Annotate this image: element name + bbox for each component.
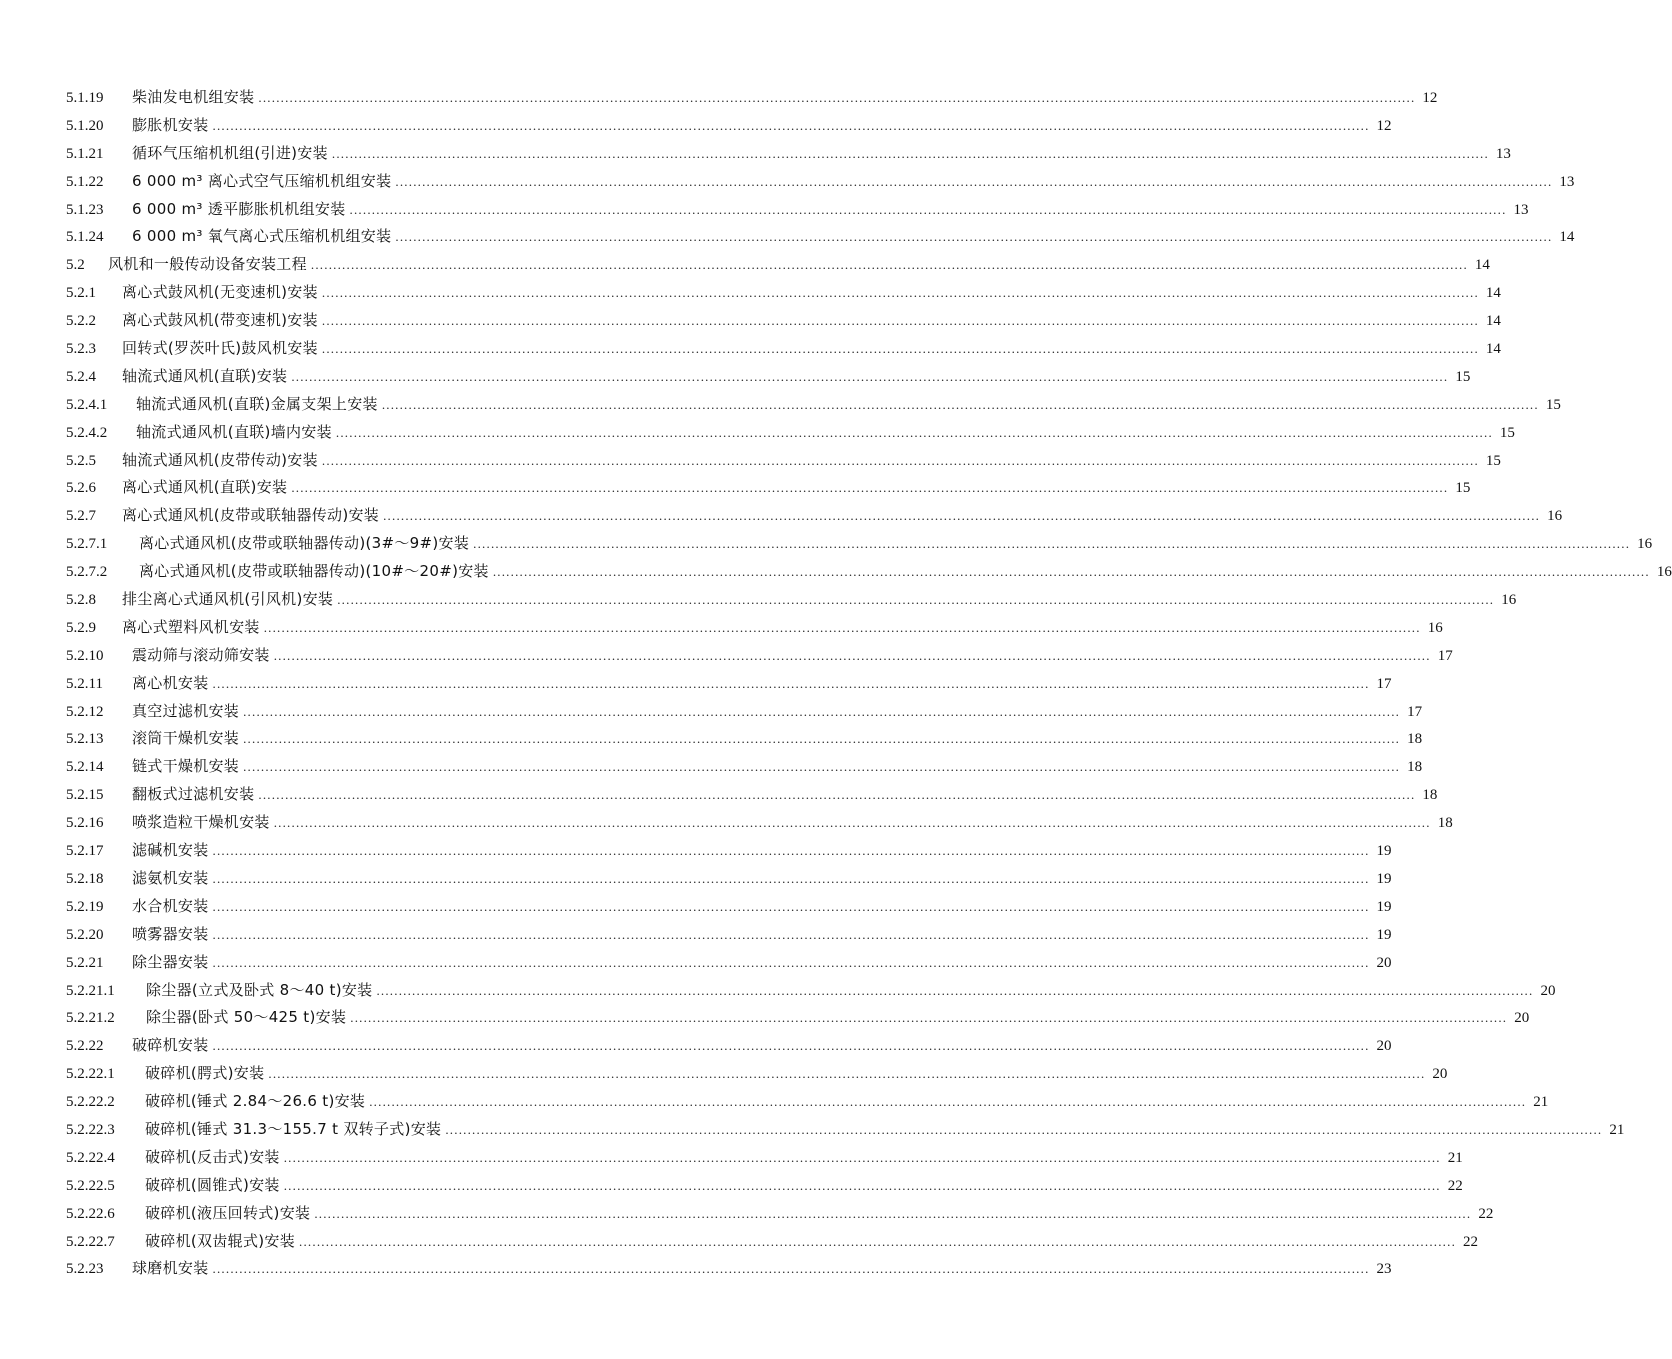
- toc-entry-page-number: 18: [1407, 759, 1423, 776]
- toc-entry-page-number: 21: [1447, 1149, 1463, 1166]
- toc-dot-leader: ....................................................................................................................................................................................................................................................................: [310, 257, 1468, 273]
- toc-dot-leader: ....................................................................................................................................................................................................................................................................: [243, 703, 1401, 719]
- toc-entry-number: 5.2.4.2: [66, 424, 108, 441]
- toc-dot-leader: ....................................................................................................................................................................................................................................................................: [321, 341, 1479, 357]
- toc-entry[interactable]: [66, 1088, 1549, 1116]
- toc-entry[interactable]: [66, 1144, 1463, 1172]
- toc-entry-page-number: 14: [1485, 341, 1501, 358]
- toc-entry-page-number: 23: [1376, 1261, 1392, 1278]
- toc-dot-leader: ....................................................................................................................................................................................................................................................................: [299, 1233, 1457, 1249]
- toc-dot-leader: ....................................................................................................................................................................................................................................................................: [258, 90, 1416, 105]
- toc-dot-leader: ....................................................................................................................................................................................................................................................................: [273, 647, 1431, 663]
- toc-entry-number: 5.2.6: [66, 480, 96, 497]
- toc-entry-page-number: 16: [1656, 564, 1672, 581]
- toc-entry-title: 6 000 m³ 离心式空气压缩机机组安装: [132, 171, 392, 190]
- toc-entry-title: 球磨机安装: [132, 1259, 209, 1278]
- toc-entry-title: 破碎机安装: [132, 1036, 209, 1055]
- toc-entry-number: 5.2.1: [66, 285, 96, 302]
- toc-entry-number: 5.2.22.4: [66, 1149, 115, 1166]
- toc-entry-page-number: 12: [1422, 90, 1438, 106]
- toc-entry-number: 5.2.8: [66, 592, 96, 609]
- toc-entry-number: 5.2.17: [66, 843, 104, 860]
- toc-entry[interactable]: [66, 112, 1392, 140]
- toc-entry-title: 离心式通风机(皮带或联轴器传动)(3#～9#)安装: [139, 534, 470, 553]
- toc-dot-leader: ....................................................................................................................................................................................................................................................................: [395, 229, 1553, 245]
- toc-entry-number: 5.1.23: [66, 201, 104, 218]
- toc-entry-title: 滤氨机安装: [132, 868, 209, 887]
- toc-entry-title: 喷雾器安装: [132, 924, 209, 943]
- toc-entry[interactable]: [66, 363, 1471, 391]
- toc-entry[interactable]: [66, 781, 1438, 809]
- toc-entry-page-number: 13: [1495, 145, 1511, 162]
- toc-entry[interactable]: [66, 1004, 1530, 1032]
- toc-entry-page-number: 16: [1427, 619, 1443, 636]
- toc-entry-page-number: 17: [1437, 647, 1453, 664]
- toc-dot-leader: ....................................................................................................................................................................................................................................................................: [321, 452, 1479, 468]
- toc-entry[interactable]: [66, 140, 1511, 168]
- toc-entry-page-number: 20: [1514, 1010, 1530, 1027]
- toc-dot-leader: ....................................................................................................................................................................................................................................................................: [369, 1094, 1527, 1110]
- toc-entry-page-number: 13: [1559, 173, 1575, 190]
- toc-entry-number: 5.2.12: [66, 703, 104, 720]
- toc-entry-page-number: 18: [1422, 787, 1438, 804]
- toc-entry-page-number: 20: [1376, 1038, 1392, 1055]
- toc-dot-leader: ....................................................................................................................................................................................................................................................................: [395, 173, 1553, 189]
- toc-entry-page-number: 19: [1376, 898, 1392, 915]
- toc-dot-leader: ....................................................................................................................................................................................................................................................................: [492, 564, 1650, 580]
- toc-entry-number: 5.2.19: [66, 898, 104, 915]
- toc-entry-number: 5.2.5: [66, 452, 96, 469]
- toc-entry-number: 5.1.24: [66, 229, 104, 246]
- toc-dot-leader: ....................................................................................................................................................................................................................................................................: [268, 1066, 1426, 1082]
- toc-entry-number: 5.2.4.1: [66, 396, 108, 413]
- toc-entry-page-number: 17: [1407, 703, 1423, 720]
- toc-dot-leader: ....................................................................................................................................................................................................................................................................: [243, 731, 1401, 747]
- toc-entry-number: 5.1.21: [66, 145, 104, 162]
- toc-entry-page-number: 21: [1609, 1121, 1625, 1138]
- toc-entry[interactable]: [66, 84, 1438, 112]
- toc-entry-title: 6 000 m³ 透平膨胀机机组安装: [132, 199, 346, 218]
- toc-entry[interactable]: [66, 642, 1453, 670]
- toc-entry-title: 滤碱机安装: [132, 841, 209, 860]
- toc-entry-number: 5.2: [66, 257, 85, 274]
- toc-entry-title: 链式干燥机安装: [132, 757, 240, 776]
- toc-entry-page-number: 13: [1513, 201, 1529, 218]
- toc-entry[interactable]: [66, 921, 1392, 949]
- toc-entry-title: 风机和一般传动设备安装工程: [108, 255, 307, 274]
- toc-entry-number: 5.2.15: [66, 787, 104, 804]
- toc-dot-leader: ....................................................................................................................................................................................................................................................................: [381, 396, 1539, 412]
- toc-entry-page-number: 19: [1376, 843, 1392, 860]
- toc-dot-leader: ....................................................................................................................................................................................................................................................................: [212, 1038, 1370, 1054]
- toc-entry-title: 破碎机(双齿辊式)安装: [145, 1231, 296, 1250]
- toc-dot-leader: ....................................................................................................................................................................................................................................................................: [321, 285, 1479, 301]
- toc-entry[interactable]: [66, 168, 1575, 196]
- toc-entry[interactable]: [66, 279, 1501, 307]
- toc-entry-page-number: 20: [1540, 982, 1556, 999]
- toc-entry-page-number: 20: [1376, 954, 1392, 971]
- toc-entry[interactable]: [66, 837, 1392, 865]
- toc-entry-page-number: 18: [1437, 815, 1453, 832]
- toc-entry[interactable]: [66, 725, 1423, 753]
- toc-entry[interactable]: [66, 865, 1392, 893]
- toc-entry[interactable]: [66, 419, 1515, 447]
- toc-entry-number: 5.2.7.2: [66, 564, 108, 581]
- toc-dot-leader: ....................................................................................................................................................................................................................................................................: [212, 870, 1370, 886]
- toc-entry-title: 轴流式通风机(皮带传动)安装: [122, 450, 318, 469]
- toc-entry-title: 轴流式通风机(直联)墙内安装: [136, 422, 332, 441]
- toc-entry-title: 离心式鼓风机(无变速机)安装: [122, 283, 318, 302]
- toc-dot-leader: ....................................................................................................................................................................................................................................................................: [243, 759, 1401, 775]
- toc-entry-number: 5.2.22.5: [66, 1177, 115, 1194]
- toc-entry[interactable]: [66, 391, 1561, 419]
- toc-entry-number: 5.2.22.2: [66, 1094, 115, 1111]
- toc-entry-number: 5.2.10: [66, 647, 104, 664]
- toc-entry-page-number: 12: [1376, 117, 1392, 134]
- toc-dot-leader: ....................................................................................................................................................................................................................................................................: [314, 1205, 1472, 1221]
- toc-dot-leader: ....................................................................................................................................................................................................................................................................: [212, 117, 1370, 133]
- toc-entry-title: 破碎机(锤式 2.84～26.6 t)安装: [145, 1092, 366, 1111]
- toc-entry[interactable]: [66, 251, 1490, 279]
- toc-entry[interactable]: [66, 530, 1653, 558]
- toc-entry-title: 滚筒干燥机安装: [132, 729, 240, 748]
- toc-entry-number: 5.2.22: [66, 1038, 104, 1055]
- toc-entry-page-number: 14: [1474, 257, 1490, 274]
- toc-dot-leader: ....................................................................................................................................................................................................................................................................: [258, 787, 1416, 803]
- toc-dot-leader: ....................................................................................................................................................................................................................................................................: [283, 1149, 1441, 1165]
- toc-entry[interactable]: [66, 223, 1575, 251]
- toc-entry-number: 5.2.22.3: [66, 1121, 115, 1138]
- toc-entry-page-number: 14: [1485, 313, 1501, 330]
- toc-entry-title: 破碎机(液压回转式)安装: [145, 1203, 311, 1222]
- toc-entry-page-number: 15: [1455, 480, 1471, 497]
- toc-entry-page-number: 16: [1637, 536, 1653, 553]
- toc-entry-page-number: 22: [1463, 1233, 1479, 1250]
- toc-dot-leader: ....................................................................................................................................................................................................................................................................: [350, 1010, 1508, 1026]
- toc-entry-page-number: 15: [1499, 424, 1515, 441]
- toc-dot-leader: ....................................................................................................................................................................................................................................................................: [383, 508, 1541, 524]
- toc-dot-leader: ....................................................................................................................................................................................................................................................................: [291, 480, 1449, 496]
- toc-entry-title: 水合机安装: [132, 896, 209, 915]
- toc-entry-page-number: 21: [1533, 1094, 1549, 1111]
- toc-dot-leader: ....................................................................................................................................................................................................................................................................: [349, 201, 1507, 217]
- toc-entry-number: 5.1.20: [66, 117, 104, 134]
- toc-entry-title: 破碎机(腭式)安装: [145, 1064, 265, 1083]
- toc-entry[interactable]: [66, 474, 1471, 502]
- toc-dot-leader: ....................................................................................................................................................................................................................................................................: [212, 675, 1370, 691]
- toc-entry[interactable]: [66, 1228, 1479, 1256]
- toc-entry-number: 5.2.18: [66, 870, 104, 887]
- toc-dot-leader: ....................................................................................................................................................................................................................................................................: [212, 843, 1370, 859]
- toc-entry-title: 破碎机(锤式 31.3～155.7 t 双转子式)安装: [145, 1119, 442, 1138]
- toc-entry[interactable]: [66, 1032, 1392, 1060]
- toc-entry[interactable]: [66, 670, 1392, 698]
- toc-entry-number: 5.2.7.1: [66, 536, 108, 553]
- toc-entry-page-number: 15: [1485, 452, 1501, 469]
- toc-dot-leader: ....................................................................................................................................................................................................................................................................: [273, 815, 1431, 831]
- toc-entry-title: 离心机安装: [132, 673, 209, 692]
- toc-entry-page-number: 16: [1547, 508, 1563, 525]
- toc-entry-page-number: 15: [1545, 396, 1561, 413]
- toc-entry[interactable]: [66, 1060, 1448, 1088]
- toc-entry-page-number: 22: [1478, 1205, 1494, 1222]
- toc-entry-number: 5.2.21: [66, 954, 104, 971]
- toc-entry-title: 回转式(罗茨叶氏)鼓风机安装: [122, 339, 318, 358]
- toc-entry-title: 破碎机(反击式)安装: [145, 1147, 280, 1166]
- toc-entry-page-number: 14: [1485, 285, 1501, 302]
- toc-entry[interactable]: [66, 753, 1423, 781]
- toc-entry-page-number: 20: [1432, 1066, 1448, 1083]
- toc-entry-title: 循环气压缩机机组(引进)安装: [132, 143, 328, 162]
- toc-entry-title: 轴流式通风机(直联)安装: [122, 366, 288, 385]
- toc-entry-title: 震动筛与滚动筛安装: [132, 645, 270, 664]
- toc-dot-leader: ....................................................................................................................................................................................................................................................................: [212, 954, 1370, 970]
- toc-entry-page-number: 15: [1455, 368, 1471, 385]
- toc-entry-page-number: 22: [1447, 1177, 1463, 1194]
- toc-entry-title: 离心式鼓风机(带变速机)安装: [122, 311, 318, 330]
- toc-dot-leader: ....................................................................................................................................................................................................................................................................: [473, 536, 1631, 552]
- toc-entry-number: 5.2.23: [66, 1261, 104, 1278]
- toc-dot-leader: ....................................................................................................................................................................................................................................................................: [335, 424, 1493, 440]
- toc-entry-number: 5.2.22.7: [66, 1233, 115, 1250]
- toc-entry-number: 5.2.9: [66, 619, 96, 636]
- toc-entry-title: 6 000 m³ 氧气离心式压缩机机组安装: [132, 227, 392, 246]
- toc-entry-number: 5.1.22: [66, 173, 104, 190]
- toc-entry-number: 5.2.22.6: [66, 1205, 115, 1222]
- toc-entry-title: 破碎机(圆锥式)安装: [145, 1175, 280, 1194]
- toc-dot-leader: ....................................................................................................................................................................................................................................................................: [376, 982, 1534, 998]
- toc-entry-number: 5.2.3: [66, 341, 96, 358]
- toc-entry-title: 排尘离心式通风机(引风机)安装: [122, 590, 334, 609]
- toc-entry-title: 轴流式通风机(直联)金属支架上安装: [136, 394, 378, 413]
- toc-dot-leader: ....................................................................................................................................................................................................................................................................: [331, 145, 1489, 161]
- toc-entry-number: 5.2.21.2: [66, 1010, 115, 1027]
- toc-dot-leader: ....................................................................................................................................................................................................................................................................: [212, 898, 1370, 914]
- toc-entry-title: 离心式通风机(直联)安装: [122, 478, 288, 497]
- toc-dot-leader: ....................................................................................................................................................................................................................................................................: [321, 313, 1479, 329]
- toc-entry[interactable]: [66, 586, 1517, 614]
- toc-entry-page-number: 17: [1376, 675, 1392, 692]
- toc-entry-number: 5.2.13: [66, 731, 104, 748]
- toc-entry-page-number: 14: [1559, 229, 1575, 246]
- toc-dot-leader: ....................................................................................................................................................................................................................................................................: [291, 368, 1449, 384]
- toc-entry-number: 5.2.16: [66, 815, 104, 832]
- toc-entry[interactable]: [66, 307, 1501, 335]
- toc-entry-number: 5.2.22.1: [66, 1066, 115, 1083]
- toc-entry-title: 离心式塑料风机安装: [122, 617, 260, 636]
- toc-entry-title: 真空过滤机安装: [132, 701, 240, 720]
- toc-entry[interactable]: [66, 977, 1556, 1005]
- toc-entry[interactable]: [66, 698, 1423, 726]
- toc-entry[interactable]: [66, 335, 1501, 363]
- toc-entry-page-number: 16: [1501, 592, 1517, 609]
- toc-entry[interactable]: [66, 502, 1563, 530]
- toc-entry-page-number: 19: [1376, 870, 1392, 887]
- toc-entry-title: 喷浆造粒干燥机安装: [132, 813, 270, 832]
- toc-entry-number: 5.2.20: [66, 926, 104, 943]
- toc-entry-number: 5.1.19: [66, 90, 104, 106]
- toc-entry[interactable]: [66, 1172, 1463, 1200]
- toc-entry-title: 柴油发电机组安装: [132, 88, 255, 106]
- toc-entry-title: 膨胀机安装: [132, 115, 209, 134]
- toc-entry-title: 离心式通风机(皮带或联轴器传动)安装: [122, 506, 380, 525]
- toc-entry-number: 5.2.4: [66, 368, 96, 385]
- toc-entry-title: 除尘器(卧式 50～425 t)安装: [146, 1008, 347, 1027]
- toc-entry[interactable]: [66, 1255, 1392, 1283]
- toc-entry-page-number: 19: [1376, 926, 1392, 943]
- toc-entry-number: 5.2.14: [66, 759, 104, 776]
- toc-entry[interactable]: [66, 949, 1392, 977]
- toc-dot-leader: ....................................................................................................................................................................................................................................................................: [212, 926, 1370, 942]
- toc-entry-title: 除尘器(立式及卧式 8～40 t)安装: [146, 980, 373, 999]
- toc-entry[interactable]: [66, 1116, 1625, 1144]
- toc-dot-leader: ....................................................................................................................................................................................................................................................................: [263, 619, 1421, 635]
- toc-dot-leader: ....................................................................................................................................................................................................................................................................: [337, 592, 1495, 608]
- toc-dot-leader: ....................................................................................................................................................................................................................................................................: [212, 1261, 1370, 1277]
- toc-entry[interactable]: [66, 809, 1453, 837]
- toc-entry[interactable]: [66, 447, 1501, 475]
- toc-entry[interactable]: [66, 558, 1672, 586]
- table-of-contents: [66, 84, 1672, 1283]
- toc-entry-title: 翻板式过滤机安装: [132, 785, 255, 804]
- toc-entry[interactable]: [66, 196, 1529, 224]
- toc-entry-page-number: 18: [1407, 731, 1423, 748]
- toc-entry[interactable]: [66, 614, 1443, 642]
- toc-entry-number: 5.2.7: [66, 508, 96, 525]
- toc-dot-leader: ....................................................................................................................................................................................................................................................................: [283, 1177, 1441, 1193]
- toc-entry[interactable]: [66, 1200, 1494, 1228]
- toc-entry-title: 除尘器安装: [132, 952, 209, 971]
- toc-entry-number: 5.2.2: [66, 313, 96, 330]
- toc-entry-number: 5.2.11: [66, 675, 103, 692]
- toc-entry-number: 5.2.21.1: [66, 982, 115, 999]
- toc-entry-title: 离心式通风机(皮带或联轴器传动)(10#～20#)安装: [139, 562, 489, 581]
- toc-dot-leader: ....................................................................................................................................................................................................................................................................: [445, 1121, 1603, 1137]
- toc-entry[interactable]: [66, 893, 1392, 921]
